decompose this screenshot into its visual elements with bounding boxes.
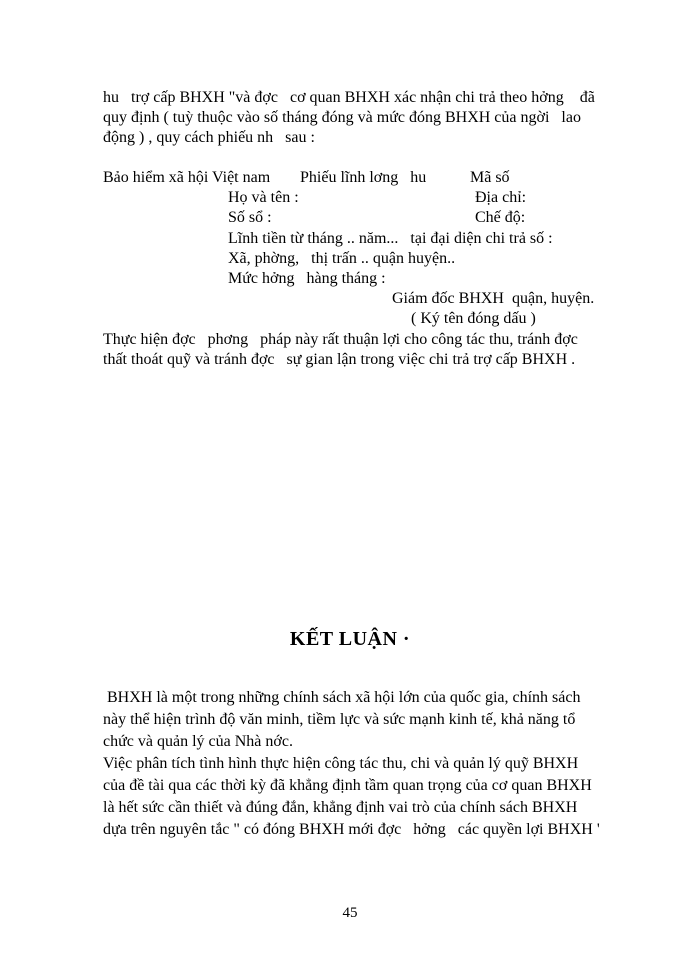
- form-title: Phiếu lĩnh lơng hu: [300, 169, 427, 186]
- form-book-label: Số sổ :: [228, 209, 272, 226]
- conclusion-line-3: chức và quản lý của Nhà nớc.: [103, 733, 293, 750]
- conclusion-line-2: này thể hiện trình độ văn minh, tiềm lực và sức mạnh kinh tế, khả năng tổ: [103, 711, 576, 728]
- conclusion-line-4: Việc phân tích tình hình thực hiện công tác thu, chi và quản lý quỹ BHXH: [103, 755, 579, 772]
- intro-line-3: động ) , quy cách phiếu nh sau :: [103, 129, 315, 146]
- form-receive-label: Lĩnh tiền từ tháng .. năm... tại đại diện chi trả số :: [228, 230, 553, 247]
- form-sign-label: ( Ký tên đóng dấu ): [411, 310, 536, 327]
- form-address-label: Địa chỉ:: [475, 189, 527, 206]
- form-director-label: Giám đốc BHXH quận, huyện.: [392, 290, 595, 307]
- intro-line-1: hu trợ cấp BHXH "và đợc cơ quan BHXH xác nhận chi trả theo hởng đã: [103, 89, 595, 106]
- form-regime-label: Chế độ:: [475, 209, 526, 226]
- form-name-label: Họ và tên :: [228, 189, 299, 206]
- conclusion-line-5: của đề tài qua các thời kỳ đã khẳng định tầm quan trọng của cơ quan BHXH: [103, 777, 592, 794]
- form-commune-label: Xã, phờng, thị trấn .. quận huyện..: [228, 250, 456, 267]
- conclusion-line-6: là hết sức cần thiết và đúng đắn, khẳng định vai trò của chính sách BHXH: [103, 799, 578, 816]
- form-org-name: Bảo hiểm xã hội Việt nam: [103, 169, 271, 186]
- page-number: 45: [342, 905, 358, 921]
- conclusion-title: KẾT LUẬN ·: [289, 628, 411, 650]
- conclusion-line-7: dựa trên nguyên tắc " có đóng BHXH mới đợc hởng các quyền lợi BHXH ': [103, 821, 600, 838]
- form-monthly-label: Mức hởng hàng tháng :: [228, 270, 386, 287]
- after-form-line-2: thất thoát quỹ và tránh đợc sự gian lận trong việc chi trả trợ cấp BHXH .: [103, 351, 576, 368]
- form-code-label: Mã số: [470, 169, 510, 186]
- intro-line-2: quy định ( tuỳ thuộc vào số tháng đóng và mức đóng BHXH của ngời lao: [103, 109, 581, 126]
- after-form-line-1: Thực hiện đợc phơng pháp này rất thuận lợi cho công tác thu, tránh đợc: [103, 331, 578, 348]
- conclusion-line-1: BHXH là một trong những chính sách xã hội lớn của quốc gia, chính sách: [103, 689, 581, 706]
